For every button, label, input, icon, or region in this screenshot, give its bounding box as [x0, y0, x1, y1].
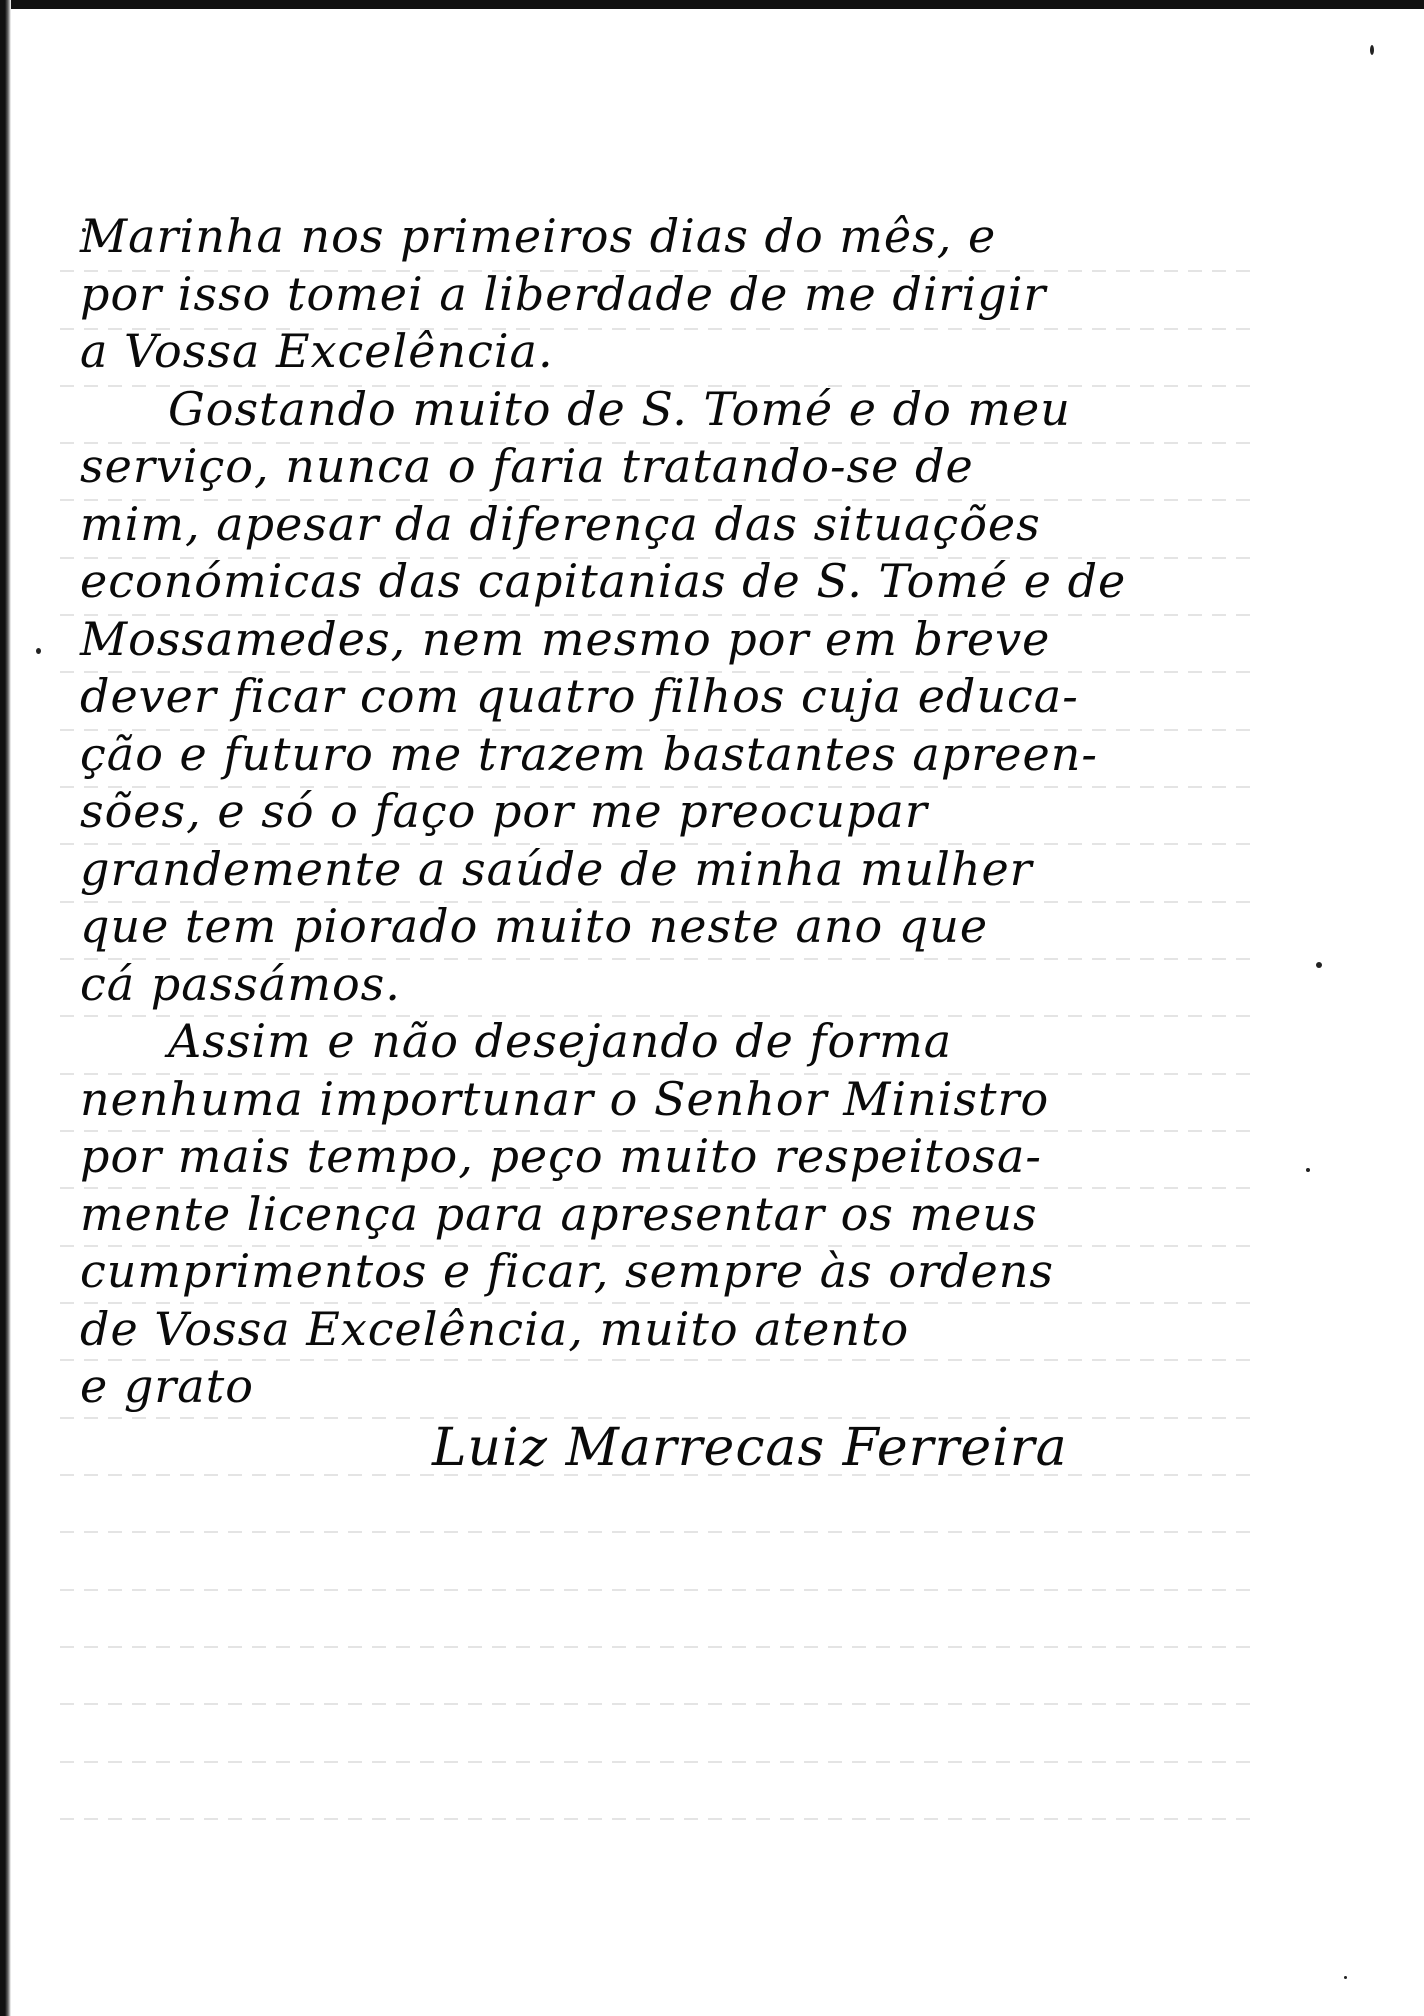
letter-line: grandemente a saúde de minha mulher [80, 841, 1033, 896]
letter-line: mim, apesar da diferença das situações [80, 496, 1041, 551]
scan-speck [1344, 1976, 1347, 1979]
letter-line: económicas das capitanias de S. Tomé e de [80, 554, 1127, 608]
signature: Luiz Marrecas Ferreira [432, 1417, 1068, 1478]
letter-line: sões, e só o faço por me preocupar [80, 784, 928, 838]
letter-line: cá passámos. [80, 956, 401, 1011]
letter-line: nenhuma importunar o Senhor Ministro [80, 1071, 1050, 1126]
scan-speck [36, 648, 41, 654]
letter-line: que tem piorado muito neste ano que [80, 899, 989, 953]
letter-line: ção e futuro me trazem bastantes apreen- [80, 726, 1098, 781]
letter-line: Gostando muito de S. Tomé e do meu [168, 381, 1071, 436]
letter-line: por isso tomei a liberdade de me dirigir [80, 266, 1047, 321]
letter-line: Assim e não desejando de forma [168, 1014, 953, 1068]
letter-line: a Vossa Excelência. [80, 324, 554, 378]
handwritten-letter [80, 208, 1260, 1477]
scan-speck [1370, 45, 1374, 55]
letter-line: Mossamedes, nem mesmo por em breve [80, 611, 1051, 666]
letter-line: e grato [80, 1359, 254, 1413]
letter-line: cumprimentos e ficar, sempre às ordens [80, 1244, 1054, 1298]
letter-line: dever ficar com quatro filhos cuja educa- [80, 669, 1079, 723]
letter-line: Marinha nos primeiros dias do mês, e [80, 209, 997, 263]
scan-speck [1316, 962, 1322, 968]
letter-line: serviço, nunca o faria tratando-se de [80, 439, 974, 493]
letter-line: de Vossa Excelência, muito atento [80, 1301, 910, 1356]
letter-line: mente licença para apresentar os meus [80, 1186, 1038, 1241]
scan-speck [1306, 1168, 1310, 1172]
letter-line: por mais tempo, peço muito respeitosa- [80, 1129, 1042, 1183]
